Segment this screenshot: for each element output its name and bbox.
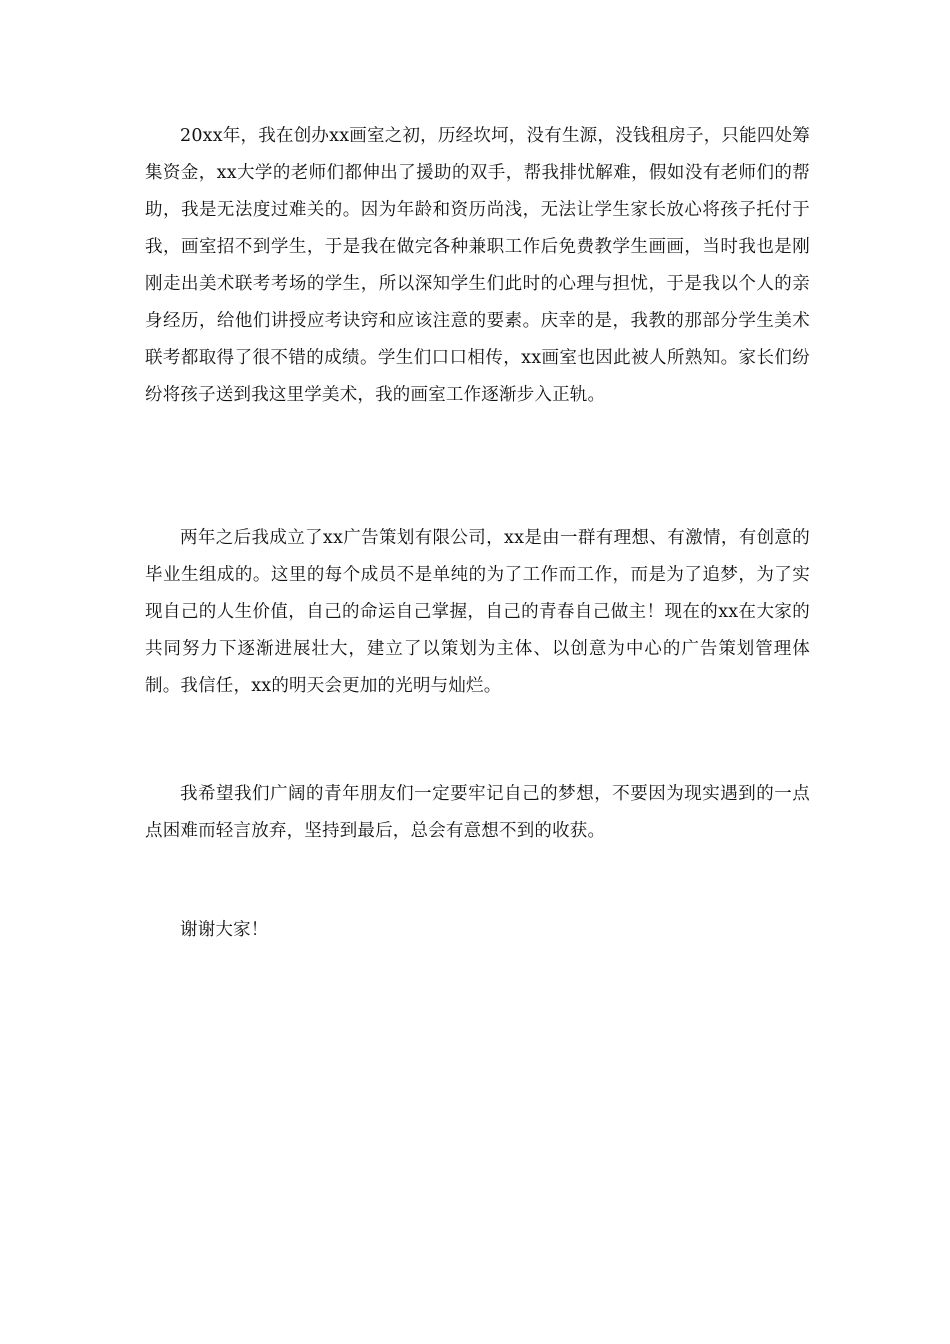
paragraph-encouragement: 我希望我们广阔的青年朋友们一定要牢记自己的梦想，不要因为现实遇到的一点点困难而轻言放弃，坚持到最后，总会有意想不到的收获。 [145,784,810,841]
paragraph-thanks: 谢谢大家！ [180,920,269,940]
paragraph-founding-studio: 20xx年，我在创办xx画室之初，历经坎坷，没有生源，没钱租房子，只能四处筹集资金，xx大学的老师们都伸出了援助的双手，帮我排忧解难，假如没有老师们的帮助，我是无法度过难关的。因为年龄和资历尚浅，无法让学生家长放心将孩子托付于我，画室招不到学生，于是我在做完各种兼职工作后免费教学生画画，当时我也是刚刚走出美术联考考场的学生，所以深知学生们此时的心理与担忧，于是我以个人的亲身经历，给他们讲授应考诀窍和应该注意的要素。庆幸的是，我教的那部分学生美术联考都取得了很不错的成绩。学生们口口相传，xx画室也因此被人所熟知。家长们纷纷将孩子送到我这里学美术，我的画室工作逐渐步入正轨。 [145,126,810,405]
paragraph-advertising-company: 两年之后我成立了xx广告策划有限公司，xx是由一群有理想、有激情，有创意的毕业生组成的。这里的每个成员不是单纯的为了工作而工作，而是为了追梦，为了实现自己的人生价值，自己的命运自己掌握，自己的青春自己做主！现在的xx在大家的共同努力下逐渐进展壮大，建立了以策划为主体、以创意为中心的广告策划管理体制。我信任，xx的明天会更加的光明与灿烂。 [145,528,810,696]
